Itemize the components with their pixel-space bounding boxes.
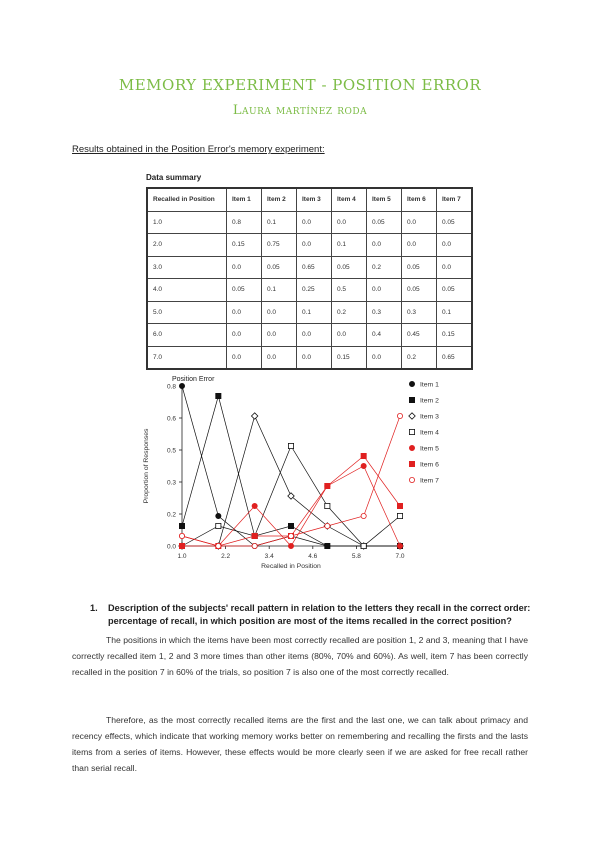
legend-label: Item 6: [420, 461, 439, 469]
data-point: [325, 483, 330, 488]
legend-label: Item 3: [420, 413, 439, 421]
data-summary-table: [146, 187, 473, 370]
legend-marker: [409, 381, 414, 386]
table-cell: 0.15: [332, 346, 367, 369]
author-name: Laura martínez roda: [232, 103, 368, 118]
table-cell: 0.05: [437, 211, 473, 234]
column-header: Item 3: [297, 188, 332, 211]
table-cell: 0.45: [402, 324, 437, 347]
table-cell: 0.3: [367, 301, 402, 324]
question-number: 1.: [90, 603, 98, 613]
data-point: [251, 413, 257, 419]
column-header: Item 4: [332, 188, 367, 211]
data-point: [216, 513, 221, 518]
data-point: [288, 523, 293, 528]
data-point: [179, 543, 184, 548]
table-cell: 0.0: [227, 324, 262, 347]
table-cell: 2.0: [147, 234, 227, 257]
legend-marker: [409, 461, 414, 466]
column-header: Item 7: [437, 188, 473, 211]
table-cell: 0.2: [332, 301, 367, 324]
table-row: [147, 301, 472, 324]
data-point: [325, 523, 330, 528]
x-tick-label: 4.6: [308, 553, 318, 560]
table-cell: 0.05: [437, 279, 473, 302]
table-cell: 0.05: [227, 279, 262, 302]
data-point: [325, 503, 330, 508]
legend-marker: [409, 477, 414, 482]
data-point: [397, 413, 402, 418]
answer-paragraph: Therefore, as the most correctly recalled items are the first and the last one, we can talk about primacy and recency effects, which indicate that working memory works better on remembering and recalling the firsts and the lasts items from a series of items. However, these effects would be more clearly seen if we are asked for free recall rather than serial recall.: [72, 715, 528, 773]
table-cell: 0.0: [367, 234, 402, 257]
table-cell: 0.0: [227, 301, 262, 324]
legend-label: Item 2: [420, 397, 439, 405]
x-tick-label: 3.4: [264, 553, 274, 560]
table-cell: 0.75: [262, 234, 297, 257]
table-row: [147, 346, 472, 369]
legend-label: Item 7: [420, 477, 439, 485]
data-point: [179, 533, 184, 538]
data-point: [288, 443, 293, 448]
table-cell: 0.0: [297, 234, 332, 257]
document-title: MEMORY EXPERIMENT - POSITION ERROR: [118, 76, 482, 94]
series-line-6: [182, 456, 400, 546]
table-cell: 0.1: [262, 279, 297, 302]
table-cell: 0.8: [227, 211, 262, 234]
table-cell: 1.0: [147, 211, 227, 234]
data-point: [252, 503, 257, 508]
data-point: [361, 463, 366, 468]
table-header-row: [147, 188, 472, 211]
y-tick-label: 0.0: [166, 543, 176, 551]
question-text: Description of the subjects' recall pattern in relation to the letters they recall in the correct order: percentage of recall, in which position are most of the items recalled in the correct position?: [108, 603, 531, 626]
table-cell: 7.0: [147, 346, 227, 369]
table-cell: 0.0: [402, 211, 437, 234]
data-point: [288, 533, 293, 538]
legend-marker: [409, 429, 414, 434]
table-cell: 0.0: [297, 211, 332, 234]
data-point: [288, 543, 293, 548]
table-cell: 0.0: [332, 211, 367, 234]
table-cell: 0.05: [402, 256, 437, 279]
data-point: [361, 543, 366, 548]
x-tick-label: 2.2: [221, 553, 231, 560]
table-row: [147, 234, 472, 257]
y-axis-label: Proportion of Responses: [143, 428, 150, 504]
table-cell: 0.0: [262, 346, 297, 369]
data-point: [397, 503, 402, 508]
table-cell: 0.0: [367, 346, 402, 369]
x-tick-label: 7.0: [395, 553, 405, 560]
table-cell: 0.05: [332, 256, 367, 279]
data-point: [252, 533, 257, 538]
table-cell: 0.65: [437, 346, 473, 369]
column-header: Item 2: [262, 188, 297, 211]
x-tick-label: 5.8: [351, 553, 361, 560]
table-cell: 0.0: [332, 324, 367, 347]
data-point: [179, 383, 184, 388]
y-tick-label: 0.6: [166, 415, 176, 423]
table-cell: 0.0: [437, 234, 473, 257]
table-cell: 0.0: [367, 279, 402, 302]
data-point: [361, 453, 366, 458]
table-cell: 3.0: [147, 256, 227, 279]
table-row: [147, 211, 472, 234]
table-row: [147, 324, 472, 347]
data-point: [252, 543, 257, 548]
table-cell: 0.0: [262, 324, 297, 347]
x-tick-label: 1.0: [177, 553, 187, 560]
table-cell: 0.1: [262, 211, 297, 234]
table-cell: 0.05: [367, 211, 402, 234]
legend-label: Item 1: [420, 381, 439, 389]
table-cell: 0.65: [297, 256, 332, 279]
y-tick-label: 0.5: [166, 447, 176, 455]
table-cell: 0.05: [402, 279, 437, 302]
table-cell: 4.0: [147, 279, 227, 302]
column-header: Item 6: [402, 188, 437, 211]
data-point: [397, 513, 402, 518]
table-cell: 0.05: [262, 256, 297, 279]
table-cell: 0.5: [332, 279, 367, 302]
legend-label: Item 5: [420, 445, 439, 453]
table-cell: 0.0: [227, 346, 262, 369]
results-subheading: Results obtained in the Position Error's memory experiment:: [72, 144, 325, 155]
table-cell: 0.15: [227, 234, 262, 257]
data-point: [325, 543, 330, 548]
table-cell: 0.0: [227, 256, 262, 279]
table-cell: 0.0: [297, 346, 332, 369]
table-cell: 6.0: [147, 324, 227, 347]
table-cell: 0.0: [262, 301, 297, 324]
table-cell: 0.0: [437, 256, 473, 279]
table-row: [147, 279, 472, 302]
table-row: [147, 256, 472, 279]
answer-paragraph: The positions in which the items have been most correctly recalled are position 1, 2 and 3, meaning that I have correctly recalled item 1, 2 and 3 more times than other items (80%, 70% and 60%). As well, item 7 has been correctly recalled in the position 7 in 60% of the trials, so position 7 is also one of the most correctly recalled.: [72, 635, 528, 677]
data-point: [179, 523, 184, 528]
column-header: Recalled in Position: [147, 188, 227, 211]
legend-marker: [409, 445, 414, 450]
table-caption: Data summary: [146, 173, 202, 182]
data-point: [361, 513, 366, 518]
data-point: [397, 543, 402, 548]
data-point: [216, 523, 221, 528]
question-1: [90, 602, 540, 628]
table-cell: 0.3: [402, 301, 437, 324]
table-cell: 0.2: [402, 346, 437, 369]
legend-label: Item 4: [420, 429, 439, 437]
table-cell: 0.4: [367, 324, 402, 347]
chart-title: Position Error: [172, 376, 215, 383]
y-tick-label: 0.3: [166, 479, 176, 487]
data-point: [216, 543, 221, 548]
table-cell: 5.0: [147, 301, 227, 324]
table-cell: 0.15: [437, 324, 473, 347]
table-cell: 0.1: [437, 301, 473, 324]
y-tick-label: 0.8: [166, 383, 176, 391]
legend-marker: [409, 413, 415, 419]
data-point: [216, 393, 221, 398]
position-error-chart: [130, 368, 470, 580]
table-cell: 0.2: [367, 256, 402, 279]
table-cell: 0.0: [297, 324, 332, 347]
table-cell: 0.1: [332, 234, 367, 257]
table-cell: 0.25: [297, 279, 332, 302]
table-cell: 0.1: [297, 301, 332, 324]
y-tick-label: 0.2: [166, 511, 176, 519]
legend-marker: [409, 397, 414, 402]
column-header: Item 1: [227, 188, 262, 211]
x-axis-label: Recalled in Position: [261, 563, 321, 570]
column-header: Item 5: [367, 188, 402, 211]
table-cell: 0.0: [402, 234, 437, 257]
